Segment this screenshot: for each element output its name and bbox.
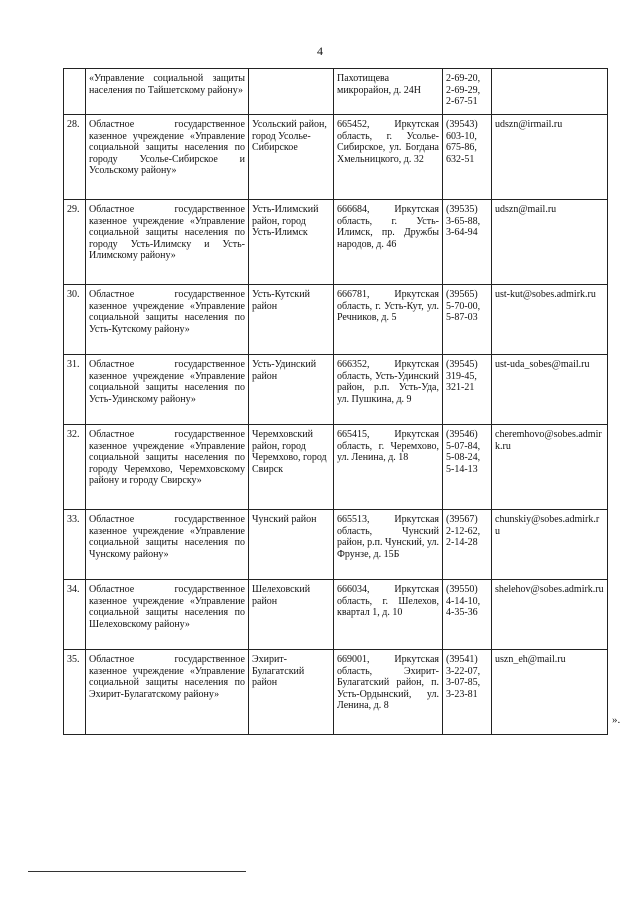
institution-name: Областное государственное казенное учреждение «Управление социальной защиты населения по Усть-Кутскому району»: [86, 285, 249, 355]
service-area: Шелеховский район: [249, 580, 334, 650]
email-address: udszn@irmail.ru: [492, 115, 608, 200]
table-row: [64, 200, 608, 285]
service-area: Черемховский район, город Черемхово, город Свирск: [249, 425, 334, 510]
phone-numbers: (39545) 319-45, 321-21: [443, 355, 492, 425]
table-body: [64, 69, 608, 735]
institution-name: Областное государственное казенное учреждение «Управление социальной защиты населения по Шелеховскому району»: [86, 580, 249, 650]
service-area: Усть-Илимский район, город Усть-Илимск: [249, 200, 334, 285]
email-address: ust-uda_sobes@mail.ru: [492, 355, 608, 425]
row-number: 34.: [64, 580, 86, 650]
phone-numbers: (39546) 5-07-84, 5-08-24, 5-14-13: [443, 425, 492, 510]
phone-numbers: (39543) 603-10, 675-86, 632-51: [443, 115, 492, 200]
phone-numbers: 2-69-20, 2-69-29, 2-67-51: [443, 69, 492, 115]
phone-numbers: (39535) 3-65-88, 3-64-94: [443, 200, 492, 285]
service-area: Чунский район: [249, 510, 334, 580]
table-row: [64, 115, 608, 200]
table-row: [64, 69, 608, 115]
row-number: 32.: [64, 425, 86, 510]
postal-address: 665415, Иркутская область, г. Черемхово, ул. Ленина, д. 18: [334, 425, 443, 510]
institution-name: Областное государственное казенное учреждение «Управление социальной защиты населения по городу Усолье-Сибирское и Усольскому району»: [86, 115, 249, 200]
row-number: 35.: [64, 650, 86, 735]
service-area: Эхирит-Булагатский район: [249, 650, 334, 735]
institution-name: Областное государственное казенное учреждение «Управление социальной защиты населения по Усть-Удинскому району»: [86, 355, 249, 425]
email-address: chunskiy@sobes.admirk.ru: [492, 510, 608, 580]
email-address: cheremhovo@sobes.admirk.ru: [492, 425, 608, 510]
phone-numbers: (39567) 2-12-62, 2-14-28: [443, 510, 492, 580]
footnote-divider: [28, 871, 246, 872]
service-area: Усть-Удинский район: [249, 355, 334, 425]
postal-address: 666352, Иркутская область, Усть-Удинский район, р.п. Усть-Уда, ул. Пушкина, д. 9: [334, 355, 443, 425]
row-number: 31.: [64, 355, 86, 425]
postal-address: Пахотищева микрорайон, д. 24Н: [334, 69, 443, 115]
table-row: [64, 425, 608, 510]
postal-address: 666034, Иркутская область, г. Шелехов, квартал 1, д. 10: [334, 580, 443, 650]
institution-name: Областное государственное казенное учреждение «Управление социальной защиты населения по Эхирит-Булагатскому району»: [86, 650, 249, 735]
email-address: udszn@mail.ru: [492, 200, 608, 285]
table-row: [64, 650, 608, 735]
email-address: [492, 69, 608, 115]
postal-address: 669001, Иркутская область, Эхирит-Булагатский район, п. Усть-Ордынский, ул. Ленина, д. 8: [334, 650, 443, 735]
institution-name: Областное государственное казенное учреждение «Управление социальной защиты населения по городу Усть-Илимску и Усть-Илимскому району»: [86, 200, 249, 285]
postal-address: 665513, Иркутская область, Чунский район, р.п. Чунский, ул. Фрунзе, д. 15Б: [334, 510, 443, 580]
email-address: uszn_eh@mail.ru: [492, 650, 608, 735]
row-number: [64, 69, 86, 115]
table-row: [64, 580, 608, 650]
row-number: 29.: [64, 200, 86, 285]
row-number: 28.: [64, 115, 86, 200]
row-number: 30.: [64, 285, 86, 355]
institution-name: Областное государственное казенное учреждение «Управление социальной защиты населения по Чунскому району»: [86, 510, 249, 580]
table-row: [64, 510, 608, 580]
institution-name: «Управление социальной защиты населения по Тайшетскому району»: [86, 69, 249, 115]
phone-numbers: (39541) 3-22-07, 3-07-85, 3-23-81: [443, 650, 492, 735]
service-area: Усть-Кутский район: [249, 285, 334, 355]
email-address: ust-kut@sobes.admirk.ru: [492, 285, 608, 355]
postal-address: 666781, Иркутская область, г. Усть-Кут, ул. Речников, д. 5: [334, 285, 443, 355]
institution-name: Областное государственное казенное учреждение «Управление социальной защиты населения по городу Черемхово, Черемховскому району и городу Свирску»: [86, 425, 249, 510]
closing-quote-mark: ».: [612, 714, 621, 726]
table-row: [64, 285, 608, 355]
email-address: shelehov@sobes.admirk.ru: [492, 580, 608, 650]
postal-address: 666684, Иркутская область, г. Усть-Илимск, пр. Дружбы народов, д. 46: [334, 200, 443, 285]
row-number: 33.: [64, 510, 86, 580]
postal-address: 665452, Иркутская область, г. Усолье-Сибирское, ул. Богдана Хмельницкого, д. 32: [334, 115, 443, 200]
service-area: [249, 69, 334, 115]
service-area: Усольский район, город Усолье-Сибирское: [249, 115, 334, 200]
phone-numbers: (39565) 5-70-00, 5-87-03: [443, 285, 492, 355]
page-number: 4: [317, 44, 323, 58]
institutions-table: [63, 68, 608, 735]
table-row: [64, 355, 608, 425]
phone-numbers: (39550) 4-14-10, 4-35-36: [443, 580, 492, 650]
